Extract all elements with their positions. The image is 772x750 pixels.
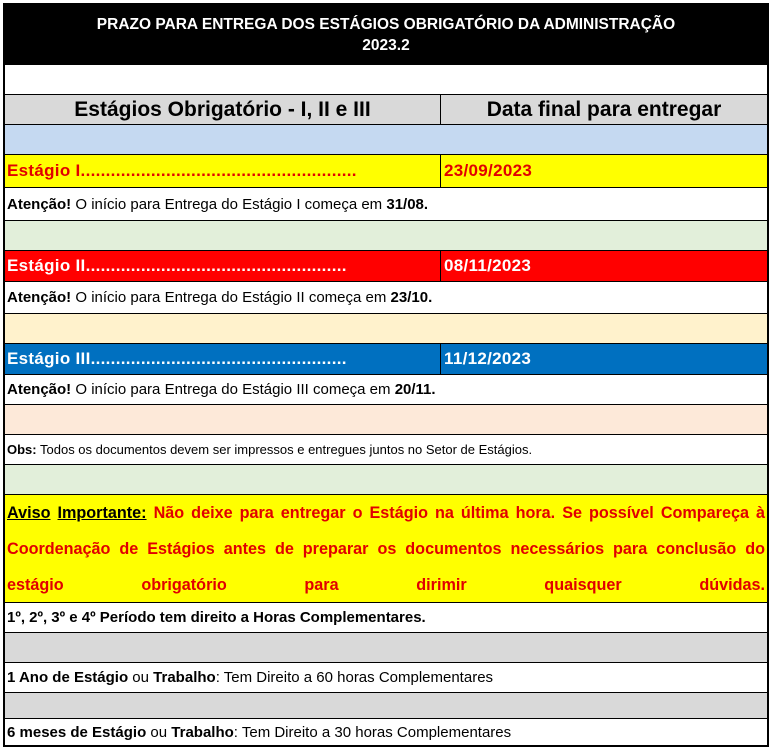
hours-text: : Tem Direito a 60 horas Complementares	[215, 669, 494, 686]
attention-label: Atenção!	[7, 195, 72, 213]
stage-1-date: 23/09/2023	[444, 161, 533, 180]
hours-row-2	[5, 719, 767, 745]
spacer-row	[5, 125, 767, 155]
duration-label: 6 meses de Estágio	[7, 723, 147, 741]
aviso-word: Aviso	[7, 504, 51, 522]
stage-3-date: 11/12/2023	[444, 349, 532, 368]
stage-3-label: Estágio III...................................................	[5, 344, 441, 374]
column-header-row	[5, 95, 767, 125]
periods-row	[5, 603, 767, 633]
periods-text: 1º, 2º, 3º e 4º Período tem direito a Horas Complementares.	[7, 609, 426, 626]
obs-label: Obs:	[7, 442, 37, 457]
stage-row-2	[5, 251, 767, 282]
stage-2-note-row	[5, 282, 767, 314]
note-text: O início para Entrega do Estágio II começa em	[71, 289, 391, 306]
spacer-row	[5, 693, 767, 719]
title-line-1: PRAZO PARA ENTREGA DOS ESTÁGIOS OBRIGATÓRIO DA ADMINISTRAÇÃO	[96, 15, 676, 33]
work-label: Trabalho	[171, 723, 234, 741]
spacer-row	[5, 65, 767, 95]
note-text: O início para Entrega do Estágio III começa em	[71, 381, 395, 398]
spacer-row	[5, 221, 767, 251]
work-label: Trabalho	[153, 669, 216, 686]
stage-3-note-row	[5, 375, 767, 405]
attention-label: Atenção!	[7, 381, 72, 398]
hours-row-1	[5, 663, 767, 693]
stage-1-label: Estágio I.......................................................	[5, 155, 441, 187]
note-text: O início para Entrega do Estágio I começa em	[71, 195, 387, 213]
obs-note	[5, 435, 767, 464]
attention-label: Atenção!	[7, 289, 72, 306]
header-stages: Estágios Obrigatório - I, II e III	[5, 95, 441, 124]
spacer-row	[5, 405, 767, 435]
connector-text: ou	[146, 723, 172, 741]
title-row	[5, 5, 767, 65]
stage-row-3	[5, 344, 767, 375]
page-title	[5, 5, 767, 64]
aviso-text: Não deixe para entregar o Estágio na última hora. Se possível Compareça à Coordenação de Estágios antes de preparar os documentos necessários para conclusão do estágio obrigatório para dirimir quaisquer dúvidas.	[7, 504, 766, 594]
duration-label: 1 Ano de Estágio	[7, 669, 129, 686]
aviso-paragraph	[5, 495, 767, 603]
note-start-date: 31/08.	[386, 195, 429, 213]
spacer-row	[5, 465, 767, 495]
obs-text: Todos os documentos devem ser impressos e entregues juntos no Setor de Estágios.	[36, 442, 533, 457]
hours-note-2	[5, 719, 767, 745]
header-deadline: Data final para entregar	[486, 97, 722, 121]
stage-2-note	[5, 282, 767, 313]
note-start-date: 20/11.	[394, 381, 436, 398]
connector-text: ou	[128, 669, 154, 686]
stage-3-note	[5, 375, 767, 404]
stage-2-date: 08/11/2023	[444, 256, 532, 275]
stage-row-1	[5, 155, 767, 188]
deadline-table	[3, 3, 769, 747]
spacer-row	[5, 633, 767, 663]
stage-1-note-row	[5, 188, 767, 221]
obs-row	[5, 435, 767, 465]
title-line-2: 2023.2	[362, 36, 410, 54]
spacer-row	[5, 314, 767, 344]
stage-2-label: Estágio II....................................................	[5, 251, 441, 281]
hours-note-1	[5, 663, 767, 692]
important-word: Importante:	[57, 504, 147, 522]
stage-1-note	[5, 188, 767, 220]
note-start-date: 23/10.	[390, 289, 433, 306]
hours-text: : Tem Direito a 30 horas Complementares	[233, 723, 512, 741]
aviso-row	[5, 495, 767, 603]
